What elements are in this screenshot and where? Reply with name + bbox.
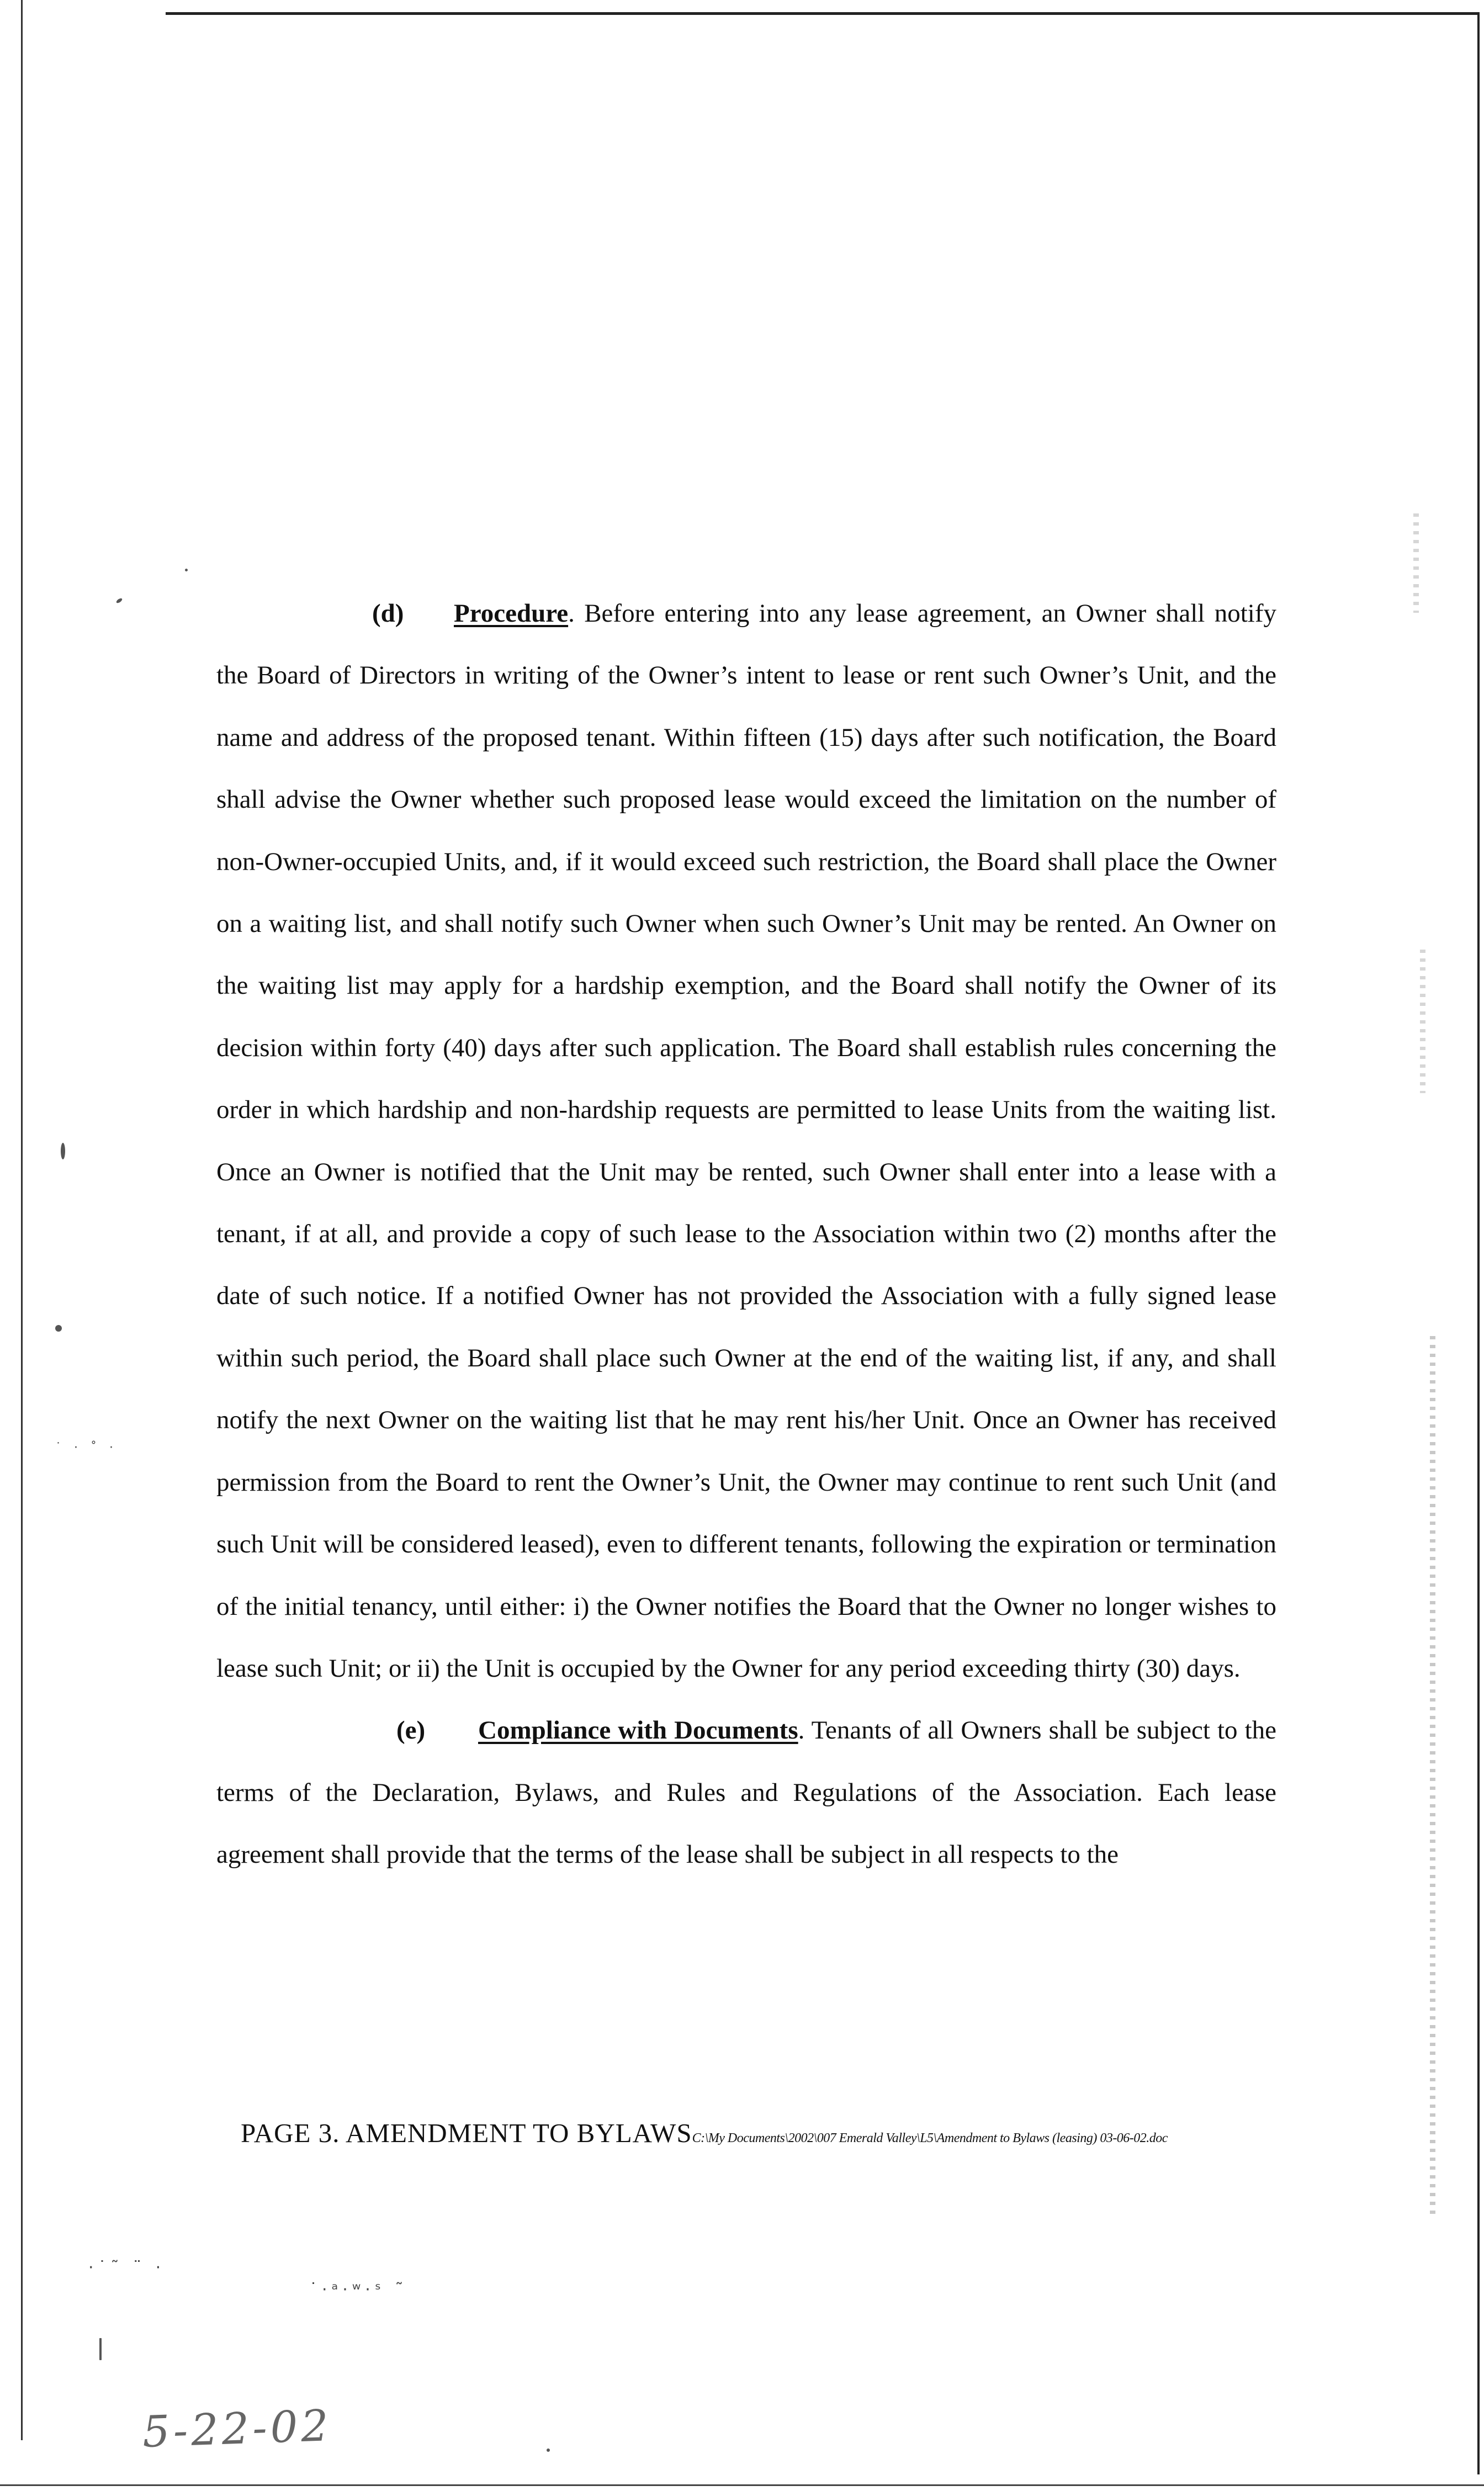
scan-edge-noise [1413, 513, 1419, 613]
paragraph-d-marker: (d) [372, 599, 404, 628]
scan-noise: ˙ · ˚ · [55, 1441, 118, 1455]
scan-speck [547, 2448, 550, 2452]
scan-speck [55, 1325, 62, 1332]
paragraph-e-heading: Compliance with Documents [478, 1716, 798, 1745]
page-footer [241, 2117, 1345, 2149]
footer-label: PAGE 3. AMENDMENT TO BYLAWS [241, 2118, 692, 2148]
scan-edge-noise [1430, 1336, 1435, 2219]
scan-noise: ·˙˜ ¨ · [88, 2258, 166, 2277]
scan-speck [185, 569, 188, 571]
page-border-right [1477, 12, 1480, 2474]
scan-edge-noise [1420, 950, 1425, 1093]
paragraph-e-text: . Tenants of all Owners shall be subject to the terms of the Declaration, Bylaws, and Rules and Regulations of the Association. Each lease agreement shall provide that the terms of the lease shall be subject in all respects to the [216, 1716, 1276, 1869]
page-border-left [21, 0, 23, 2440]
scan-speck [99, 2338, 102, 2360]
scan-speck [115, 597, 123, 604]
paragraph-d-text: . Before entering into any lease agreement, an Owner shall notify the Board of Directors in writing of the Owner’s intent to lease or rent such Owner’s Unit, and the name and address of the proposed tenant. Within fifteen (15) days after such notification, the Board shall advise the Owner whether such proposed lease would exceed the limitation on the number of non-Owner-occupied Units, and, if it would exceed such restriction, the Board shall place the Owner on a waiting list, and shall notify such Owner when such Owner’s Unit may be rented. An Owner on the waiting list may apply for a hardship exemption, and the Board shall notify the Owner of its decision within forty (40) days after such application. The Board shall establish rules concerning the order in which hardship and non-hardship requests are permitted to lease Units from the waiting list. Once an Owner is notified that the Unit may be rented, such Owner shall enter into a lease with a tenant, if at all, and provide a copy of such lease to the Association within two (2) months after the date of such notice. If a notified Owner has not provided the Association with a fully signed lease within such period, the Board shall place such Owner at the end of the waiting list, if any, and shall notify the next Owner on the waiting list that he may rent his/her Unit. Once an Owner has received permission from the Board to rent the Owner’s Unit, the Owner may continue to rent such Unit (and such Unit will be considered leased), even to different tenants, following the expiration or termination of the initial tenancy, until either: i) the Owner notifies the Board that the Owner no longer wishes to lease such Unit; or ii) the Unit is occupied by the Owner for any period exceeding thirty (30) days. [216, 599, 1276, 1683]
paragraph-d [216, 582, 1276, 1699]
handwritten-date: 5-22-02 [141, 2401, 333, 2457]
paragraph-d-heading: Procedure [454, 599, 569, 628]
scan-speck [61, 1143, 65, 1159]
page-border-bottom [0, 2484, 1484, 2486]
paragraph-e [216, 1699, 1276, 1885]
footer-file-path: C:\My Documents\2002\007 Emerald Valley\L5\Amendment to Bylaws (leasing) 03-06-02.doc [692, 2131, 1168, 2145]
page-border-top [166, 12, 1480, 15]
scan-noise: ˙·ᵃ·ʷ·ˢ ˜ [309, 2280, 408, 2299]
paragraph-e-marker: (e) [396, 1716, 426, 1745]
document-body [216, 582, 1276, 1886]
